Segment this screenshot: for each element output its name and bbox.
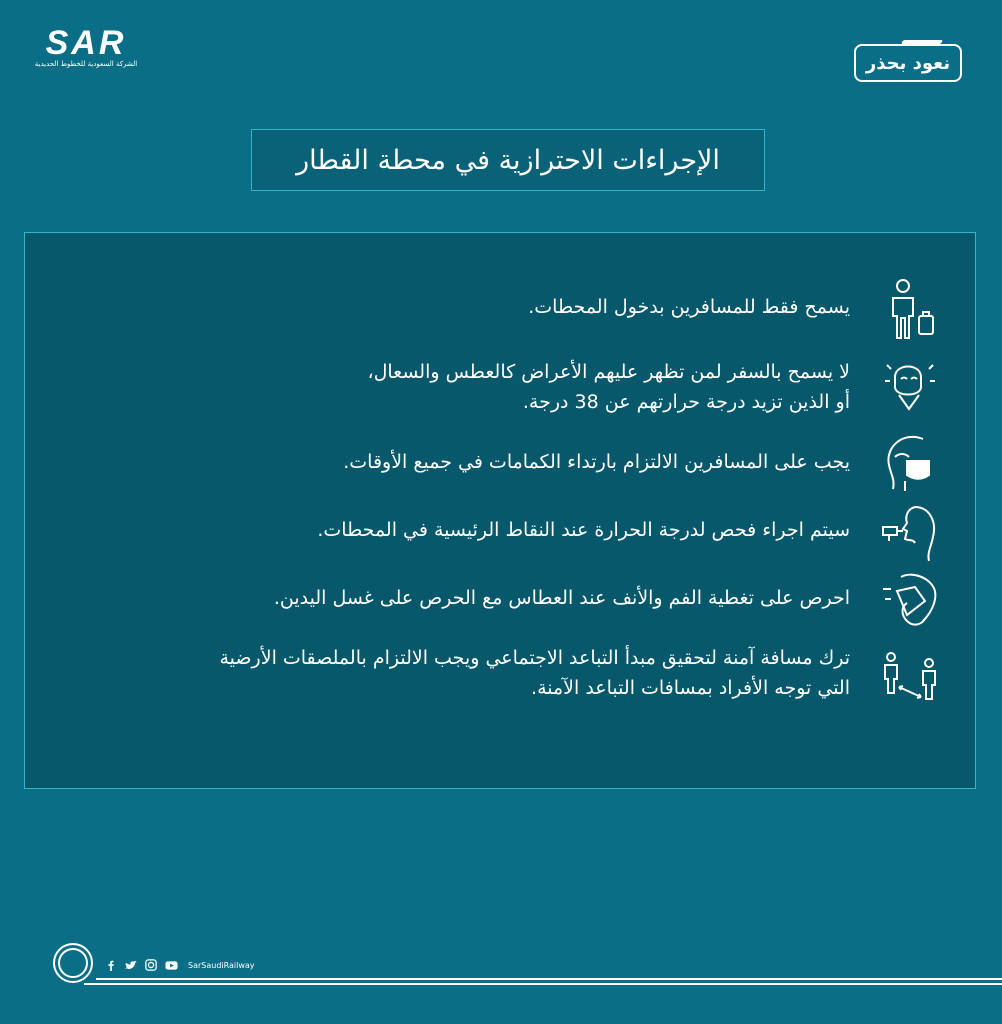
measure-text-lines: ترك مسافة آمنة لتحقيق مبدأ التباعد الاجتماعي ويجب الالتزام بالملصقات الأرضية التي توجه الأفراد بمسافات التباعد الآمنة. [219, 647, 850, 699]
footer-line [84, 983, 1002, 985]
logo-text: SAR [45, 24, 127, 62]
measure-text: يسمح فقط للمسافرين بدخول المحطات. [528, 296, 850, 318]
facebook-icon[interactable] [104, 958, 118, 972]
measure-text [110, 357, 850, 417]
cover-mouth-tissue-icon [881, 569, 939, 631]
measure-text [110, 643, 850, 703]
sneezing-person-icon [881, 351, 939, 413]
footer-line [96, 978, 1002, 980]
measure-text: سيتم اجراء فحص لدرجة الحرارة عند النقاط الرئيسية في المحطات. [317, 519, 850, 541]
passenger-with-bag-icon [881, 278, 939, 340]
youtube-icon[interactable] [164, 958, 178, 972]
page-title: الإجراءات الاحترازية في محطة القطار [251, 129, 765, 191]
railway-ring-icon [52, 942, 94, 984]
face-mask-icon [881, 431, 939, 493]
measure-text-lines: لا يسمح بالسفر لمن تظهر عليهم الأعراض كالعطس والسعال، أو الذين تزيد درجة حرارتهم عن 38 درجة. [367, 361, 850, 413]
thermometer-check-icon [881, 501, 939, 563]
instagram-icon[interactable] [144, 958, 158, 972]
measures-panel [24, 232, 976, 789]
measure-text: يجب على المسافرين الالتزام بارتداء الكمامات في جميع الأوقات. [343, 451, 850, 473]
measure-text: احرص على تغطية الفم والأنف عند العطاس مع الحرص على غسل اليدين. [273, 587, 850, 609]
social-handle: SarSaudiRailway [188, 960, 255, 970]
slogan-badge: نعود بحذر [854, 44, 962, 82]
social-links [104, 958, 255, 972]
twitter-icon[interactable] [124, 958, 138, 972]
footer [0, 940, 1002, 1000]
social-distance-icon [881, 643, 939, 705]
logo-subtitle: الشركة السعودية للخطوط الحديدية [34, 60, 138, 68]
sar-logo [30, 26, 142, 69]
